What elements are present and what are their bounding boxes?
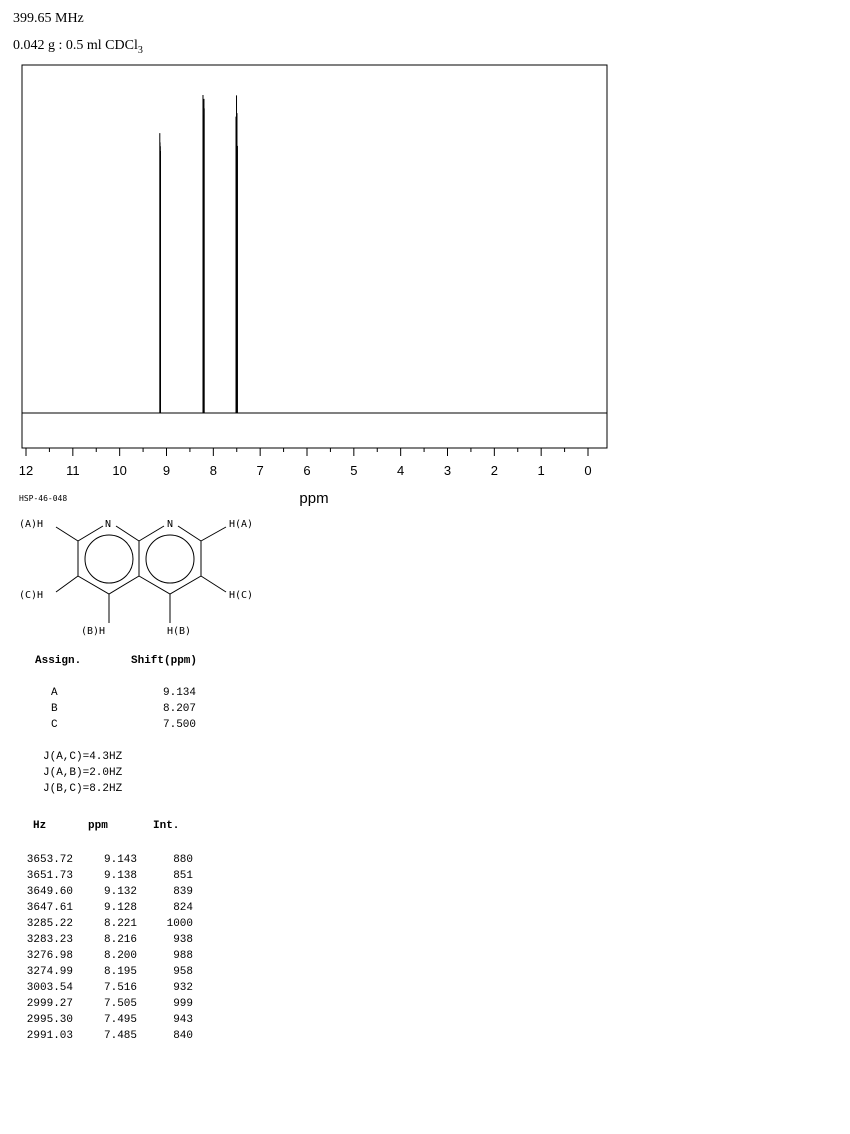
peak-row (0, 934, 300, 950)
plot-frame (22, 65, 607, 448)
peak-hz-cell: 2999.27 (26, 998, 74, 1010)
left-aromatic-circle (85, 535, 133, 583)
left-ring-n-bond (116, 526, 139, 541)
label-ha-left: (A)H (19, 519, 44, 530)
assignment-table (0, 655, 300, 799)
x-tick-label: 8 (209, 463, 217, 478)
sample-subscript: 3 (137, 44, 143, 56)
peak-ppm-cell: 7.495 (104, 1014, 138, 1026)
peak-int-cell: 840 (173, 1030, 193, 1042)
peak-int-cell: 1000 (166, 918, 193, 930)
peak-int-cell: 880 (173, 854, 193, 866)
peak-row (0, 966, 300, 982)
coupling-text: J(A,B)=2.0HZ (43, 767, 123, 779)
peak-int-cell: 851 (173, 870, 193, 882)
peak-ppm-cell: 9.143 (104, 854, 138, 866)
shift-header: Shift(ppm) (131, 655, 198, 667)
peak-hz-cell: 3653.72 (26, 854, 74, 866)
label-ha-right: H(A) (229, 519, 254, 530)
peak-row (0, 870, 300, 886)
peak-int-cell: 839 (173, 886, 193, 898)
assignment-row (0, 703, 300, 719)
x-axis-ticks (26, 448, 588, 456)
hz-header: Hz (33, 820, 47, 832)
peak-ppm-cell: 9.132 (104, 886, 138, 898)
frequency-label: 399.65 MHz (13, 11, 84, 26)
right-aromatic-circle (146, 535, 194, 583)
bond-ha-right (201, 527, 226, 541)
x-tick-label: 0 (584, 463, 592, 478)
right-ring-bond1 (178, 526, 201, 541)
bond-hc-right (201, 576, 226, 592)
x-tick-label: 9 (162, 463, 171, 478)
peak-hz-cell: 2991.03 (26, 1030, 74, 1042)
peak-row (0, 1014, 300, 1030)
ppm-header: ppm (88, 820, 108, 832)
peak-table (0, 820, 300, 1046)
peak-ppm-cell: 9.138 (104, 870, 138, 882)
peak-int-cell: 943 (173, 1014, 193, 1026)
peak-ppm-cell: 8.216 (104, 934, 138, 946)
peak-hz-cell: 3647.61 (26, 902, 74, 914)
assign-cell: B (51, 703, 58, 715)
peak-ppm-cell: 7.485 (104, 1030, 138, 1042)
shift-cell: 8.207 (163, 703, 197, 715)
peak-ppm-cell: 7.516 (104, 982, 138, 994)
bond-ha-left (56, 527, 78, 541)
peak-hz-cell: 2995.30 (26, 1014, 74, 1026)
peak-rows (0, 854, 300, 1046)
atom-n-right: N (167, 519, 174, 530)
peak-row (0, 1030, 300, 1046)
assign-header: Assign. (35, 655, 82, 667)
x-tick-label: 1 (537, 463, 545, 478)
x-tick-label: 7 (256, 463, 264, 478)
peak-int-cell: 932 (173, 982, 193, 994)
int-header: Int. (153, 820, 180, 832)
coupling-row (0, 767, 300, 783)
peak-ppm-cell: 9.128 (104, 902, 138, 914)
peak-hz-cell: 3649.60 (26, 886, 74, 898)
peak-hz-cell: 3276.98 (26, 950, 74, 962)
peak-int-cell: 999 (173, 998, 193, 1010)
peak-hz-cell: 3283.23 (26, 934, 74, 946)
coupling-row (0, 751, 300, 767)
x-tick-label: 12 (18, 463, 34, 478)
coupling-text: J(A,C)=4.3HZ (43, 751, 123, 763)
peak-row (0, 854, 300, 870)
peak-hz-cell: 3003.54 (26, 982, 74, 994)
peak-row (0, 950, 300, 966)
assignment-row (0, 719, 300, 735)
x-tick-label: 6 (303, 463, 311, 478)
peak-int-cell: 938 (173, 934, 193, 946)
shift-cell: 7.500 (163, 719, 197, 731)
peak-ppm-cell: 7.505 (104, 998, 138, 1010)
x-tick-label: 2 (490, 463, 498, 478)
assign-cell: A (51, 687, 58, 699)
peak-int-cell: 988 (173, 950, 193, 962)
peak-hz-cell: 3651.73 (26, 870, 74, 882)
peak-row (0, 982, 300, 998)
peak-hz-cell: 3274.99 (26, 966, 74, 978)
label-hc-right: H(C) (229, 590, 254, 601)
x-axis-labels (19, 463, 592, 478)
x-tick-label: 3 (443, 463, 452, 478)
label-hc-left: (C)H (19, 590, 44, 601)
right-ring (139, 526, 164, 541)
peak-ppm-cell: 8.195 (104, 966, 138, 978)
left-ring (78, 526, 139, 594)
atom-n-left: N (105, 519, 112, 530)
peak-group (160, 95, 238, 413)
peak-int-cell: 824 (173, 902, 193, 914)
peak-ppm-cell: 8.221 (104, 918, 138, 930)
x-tick-label: 10 (112, 463, 127, 478)
peak-ppm-cell: 8.200 (104, 950, 138, 962)
label-hb-left: (B)H (81, 626, 106, 637)
bond-hc-left (56, 576, 78, 592)
sample-text: 0.042 g : 0.5 ml CDCl (13, 38, 138, 53)
x-tick-label: 5 (350, 463, 358, 478)
coupling-text: J(B,C)=8.2HZ (43, 783, 123, 795)
assignment-header (0, 655, 300, 671)
ring-bonds (56, 526, 226, 623)
spectrum-code: HSP-46-048 (19, 494, 68, 503)
label-hb-right: H(B) (167, 626, 192, 637)
x-tick-label: 4 (397, 463, 405, 478)
assign-cell: C (51, 719, 58, 731)
peak-table-header (0, 820, 300, 836)
peak-hz-cell: 3285.22 (26, 918, 74, 930)
x-tick-label: 11 (66, 463, 80, 478)
right-ring-body (139, 541, 201, 594)
x-axis-title: ppm (299, 490, 329, 507)
peak-row (0, 998, 300, 1014)
nmr-spectrum (0, 0, 850, 520)
coupling-row (0, 783, 300, 799)
peak-row (0, 902, 300, 918)
assignment-row (0, 687, 300, 703)
peak-row (0, 918, 300, 934)
peak-row (0, 886, 300, 902)
shift-cell: 9.134 (163, 687, 197, 699)
peak-int-cell: 958 (173, 966, 193, 978)
